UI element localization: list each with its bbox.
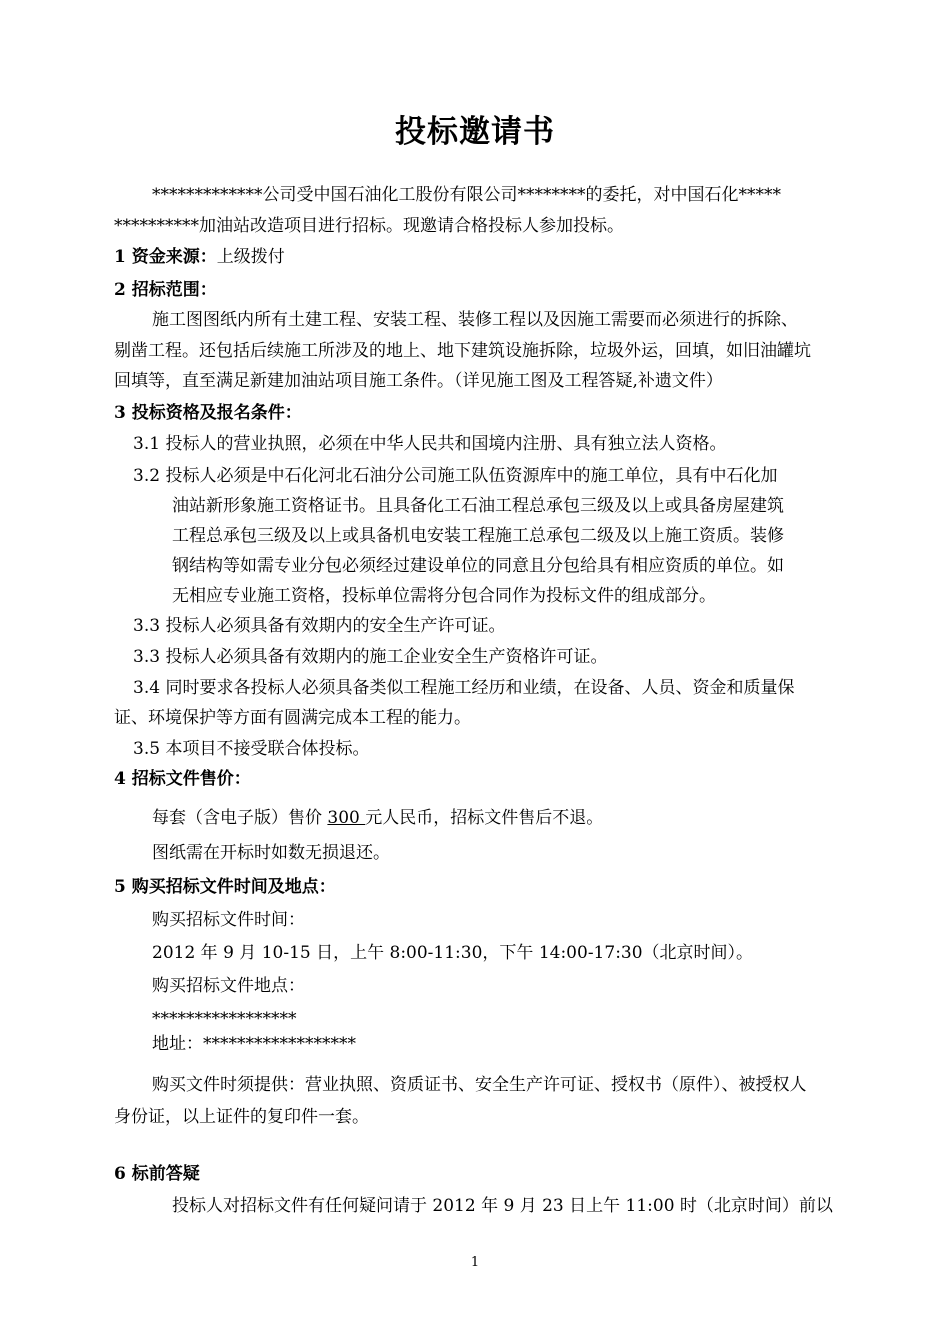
price-prefix: 每套（含电子版）售价 bbox=[152, 808, 328, 828]
item-3-2-line-3: 工程总承包三级及以上或具备机电安装工程施工总承包二级及以上施工资质。装修 bbox=[172, 526, 784, 546]
item-3-5: 3.5 本项目不接受联合体投标。 bbox=[133, 739, 370, 759]
section-6-line-1: 投标人对招标文件有任何疑问请于 2012 年 9 月 23 日上午 11:00 时（北京时间）前以 bbox=[172, 1196, 833, 1216]
item-3-1: 3.1 投标人的营业执照，必须在中华人民共和国境内注册、具有独立法人资格。 bbox=[133, 434, 727, 454]
section-4-heading: 4 招标文件售价： bbox=[114, 769, 251, 789]
purchase-address: 地址：****************** bbox=[152, 1034, 356, 1054]
item-3-2-line-4: 钢结构等如需专业分包必须经过建设单位的同意且分包给具有相应资质的单位。如 bbox=[172, 556, 784, 576]
section-2-line-2: 剔凿工程。还包括后续施工所涉及的地上、地下建筑设施拆除，垃圾外运，回填，如旧油罐坑 bbox=[114, 341, 811, 361]
purchase-place-value: ***************** bbox=[152, 1009, 297, 1029]
section-2-line-3: 回填等，直至满足新建加油站项目施工条件。（详见施工图及工程答疑,补遗文件） bbox=[114, 371, 723, 391]
item-3-2-line-2: 油站新形象施工资格证书。且具备化工石油工程总承包三级及以上或具备房屋建筑 bbox=[172, 496, 784, 516]
required-docs-line-1: 购买文件时须提供：营业执照、资质证书、安全生产许可证、授权书（原件）、被授权人 bbox=[152, 1075, 807, 1095]
intro-line-2: **********加油站改造项目进行招标。现邀请合格投标人参加投标。 bbox=[114, 216, 624, 236]
section-3-heading: 3 投标资格及报名条件： bbox=[114, 403, 302, 423]
item-3-4-line-2: 证、环境保护等方面有圆满完成本工程的能力。 bbox=[114, 708, 471, 728]
section-1-heading: 1 资金来源： bbox=[114, 247, 217, 267]
price-line bbox=[152, 806, 603, 830]
section-2-heading: 2 招标范围： bbox=[114, 280, 217, 300]
required-docs-line-2: 身份证，以上证件的复印件一套。 bbox=[114, 1107, 369, 1127]
section-1 bbox=[114, 245, 285, 269]
purchase-time-label: 购买招标文件时间： bbox=[152, 910, 305, 930]
page-number: 1 bbox=[470, 1255, 480, 1270]
drawings-return: 图纸需在开标时如数无损退还。 bbox=[152, 843, 390, 863]
price-suffix: 元人民币，招标文件售后不退。 bbox=[365, 808, 604, 828]
item-3-2-line-5: 无相应专业施工资格，投标单位需将分包合同作为投标文件的组成部分。 bbox=[172, 586, 716, 606]
price-value: 300 bbox=[327, 808, 366, 828]
section-6-heading: 6 标前答疑 bbox=[114, 1164, 200, 1184]
section-1-text: 上级拨付 bbox=[216, 247, 285, 267]
section-2-line-1: 施工图图纸内所有土建工程、安装工程、装修工程以及因施工需要而必须进行的拆除、 bbox=[152, 310, 798, 330]
item-3-3-b: 3.3 投标人必须具备有效期内的施工企业安全生产资格许可证。 bbox=[133, 647, 608, 667]
purchase-time-value: 2012 年 9 月 10-15 日，上午 8:00-11:30，下午 14:00-17:30（北京时间）。 bbox=[152, 943, 754, 963]
intro-line-1: *************公司受中国石油化工股份有限公司********的委托，对中国石化***** bbox=[152, 185, 781, 205]
document-title: 投标邀请书 bbox=[395, 114, 555, 150]
item-3-2-line-1: 3.2 投标人必须是中石化河北石油分公司施工队伍资源库中的施工单位，具有中石化加 bbox=[133, 466, 778, 486]
purchase-place-label: 购买招标文件地点： bbox=[152, 976, 305, 996]
item-3-4-line-1: 3.4 同时要求各投标人必须具备类似工程施工经历和业绩，在设备、人员、资金和质量保 bbox=[133, 678, 795, 698]
section-5-heading: 5 购买招标文件时间及地点： bbox=[114, 877, 336, 897]
item-3-3-a: 3.3 投标人必须具备有效期内的安全生产许可证。 bbox=[133, 616, 506, 636]
